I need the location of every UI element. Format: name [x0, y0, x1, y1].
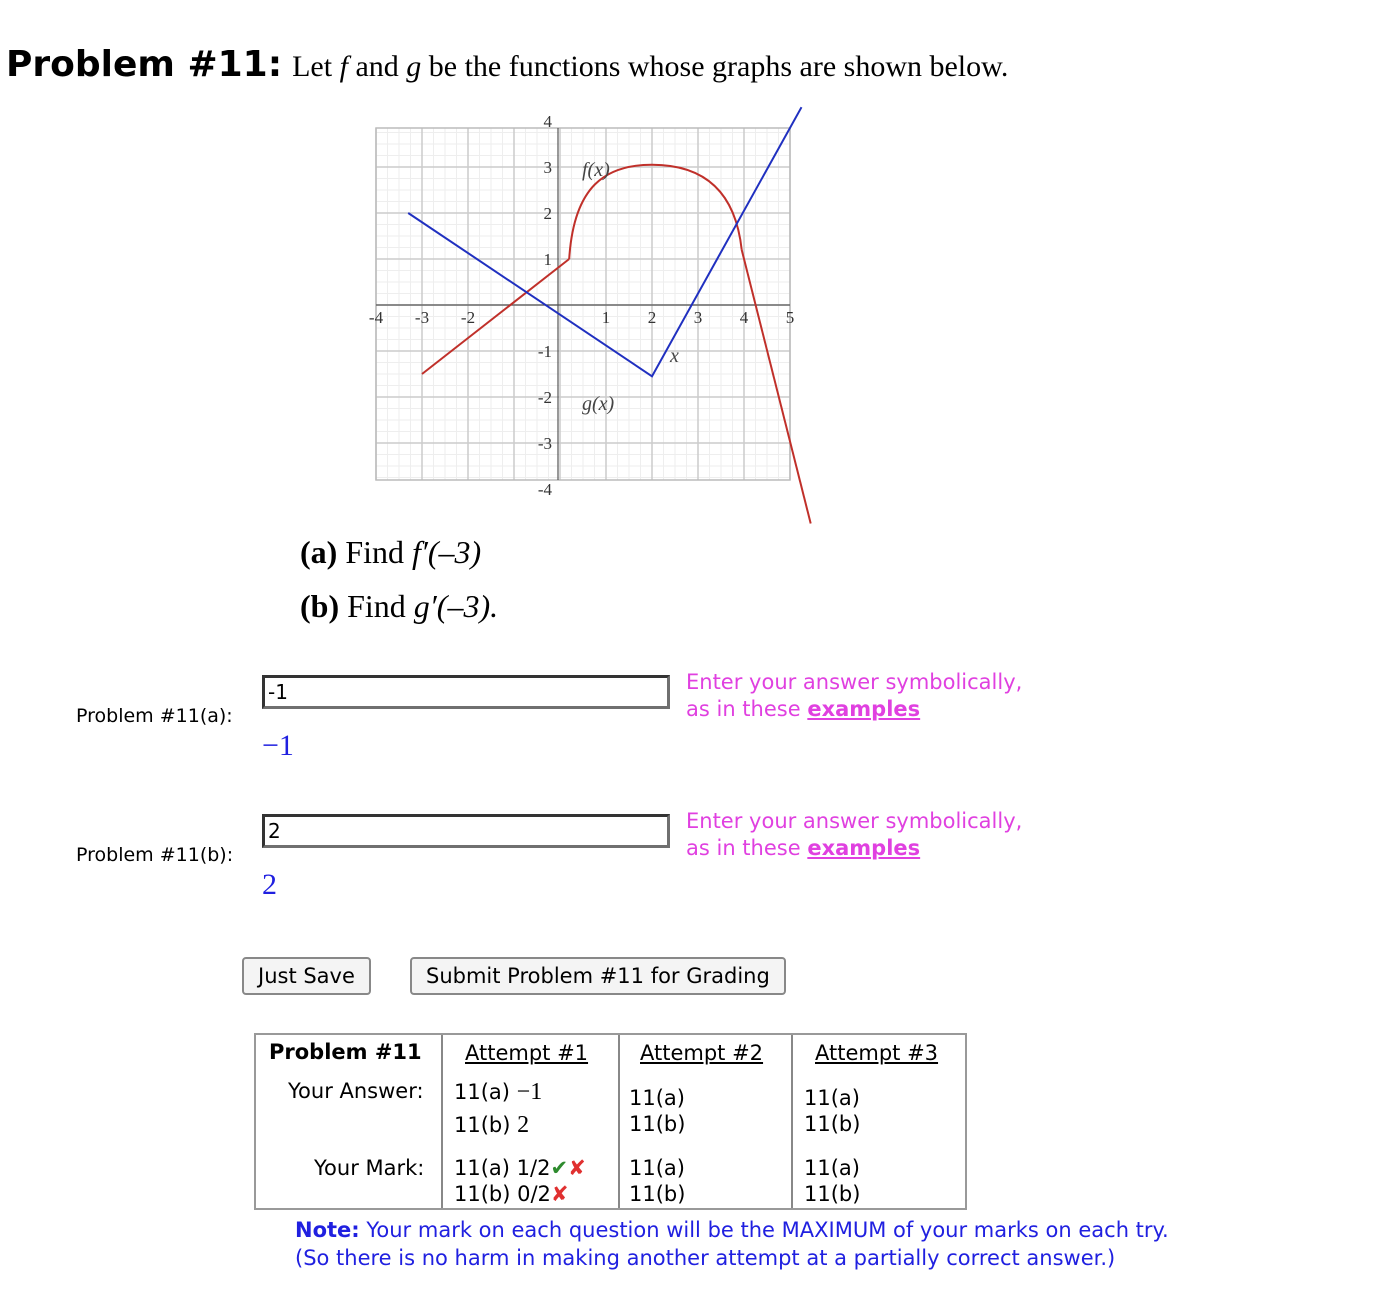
y-tick-label: 2: [543, 204, 552, 223]
question-a: (a) Find f′(–3): [300, 534, 482, 570]
attempt-2-answer-a: 11(a): [629, 1086, 685, 1110]
table-divider: [618, 1035, 620, 1208]
question-a-expression: f′(–3): [412, 534, 482, 570]
attempt-2-answer-b: 11(b): [629, 1112, 686, 1136]
y-tick-label: -2: [537, 388, 552, 407]
grading-note: Note: Your mark on each question will be the MAXIMUM of your marks on each try. (So there is no harm in making another attempt at a partially correct answer.): [295, 1218, 1169, 1270]
attempt-1-answer-a: 11(a) −1: [454, 1079, 543, 1105]
attempt-3-answer-b: 11(b): [804, 1112, 861, 1136]
table-divider: [441, 1035, 443, 1208]
attempt-3-mark-b: 11(b): [804, 1182, 861, 1206]
x-axis-label: x: [670, 345, 679, 367]
x-tick-label: -3: [414, 308, 430, 327]
cross-icon: ✘: [568, 1156, 586, 1180]
attempts-table: [254, 1033, 967, 1210]
attempt-1-mark-b: 11(b) 0/2✘: [454, 1182, 569, 1206]
part-a-answer-input[interactable]: [262, 675, 670, 709]
part-a-preview: −1: [262, 729, 294, 762]
x-tick-label: 1: [601, 308, 611, 327]
attempt-2-header[interactable]: Attempt #2: [640, 1041, 764, 1065]
part-b-hint: Enter your answer symbolically, as in these examples: [686, 809, 1023, 860]
attempt-1-answer-b: 11(b) 2: [454, 1112, 530, 1138]
question-b-expression: g′(–3).: [413, 588, 499, 624]
function-graph: [360, 112, 800, 499]
question-b: (b) Find g′(–3).: [300, 588, 499, 624]
x-tick-label: 5: [785, 308, 795, 327]
x-tick-label: 3: [693, 308, 703, 327]
x-tick-label: -2: [460, 308, 476, 327]
g-curve: [408, 107, 801, 376]
y-tick-label: -3: [537, 434, 552, 453]
y-tick-label: -4: [537, 480, 552, 499]
problem-statement: Let f and g be the functions whose graphs are shown below.: [292, 50, 1009, 83]
part-b-preview: 2: [262, 868, 277, 901]
part-a-examples-link[interactable]: examples: [807, 697, 921, 721]
part-b-label: Problem #11(b):: [76, 844, 234, 866]
attempt-1-mark-a: 11(a) 1/2✔✘: [454, 1156, 586, 1180]
just-save-button[interactable]: Just Save: [242, 957, 371, 995]
f-curve-steep-segment: [739, 250, 811, 524]
table-title: Problem #11: [269, 1040, 422, 1064]
attempt-2-mark-b: 11(b): [629, 1182, 686, 1206]
cross-icon: ✘: [550, 1182, 569, 1206]
y-tick-label: 3: [543, 158, 552, 177]
attempt-3-answer-a: 11(a): [804, 1086, 860, 1110]
x-tick-label: 4: [739, 308, 749, 327]
attempt-3-mark-a: 11(a): [804, 1156, 860, 1180]
x-tick-label: -4: [368, 308, 384, 327]
part-a-hint: Enter your answer symbolically, as in these examples: [686, 670, 1023, 721]
x-tick-label: 2: [647, 308, 657, 327]
f-curve-label: f(x): [582, 159, 610, 181]
part-a-label: Problem #11(a):: [76, 705, 233, 727]
y-tick-label: 4: [543, 112, 552, 131]
y-tick-label: -1: [537, 342, 552, 361]
y-tick-label: 1: [543, 250, 552, 269]
table-divider: [791, 1035, 793, 1208]
attempt-2-mark-a: 11(a): [629, 1156, 685, 1180]
check-icon: ✔: [550, 1156, 569, 1180]
problem-heading: Problem #11:: [6, 44, 283, 85]
your-mark-label: Your Mark:: [314, 1156, 425, 1180]
note-label: Note:: [295, 1218, 360, 1242]
g-curve-label: g(x): [582, 393, 615, 415]
part-b-answer-input[interactable]: [262, 814, 670, 848]
problem-title: [6, 44, 1008, 85]
your-answer-label: Your Answer:: [288, 1079, 424, 1103]
submit-for-grading-button[interactable]: Submit Problem #11 for Grading: [410, 957, 786, 995]
attempt-1-header[interactable]: Attempt #1: [465, 1041, 589, 1065]
attempt-3-header[interactable]: Attempt #3: [815, 1041, 939, 1065]
part-b-examples-link[interactable]: examples: [807, 836, 921, 860]
